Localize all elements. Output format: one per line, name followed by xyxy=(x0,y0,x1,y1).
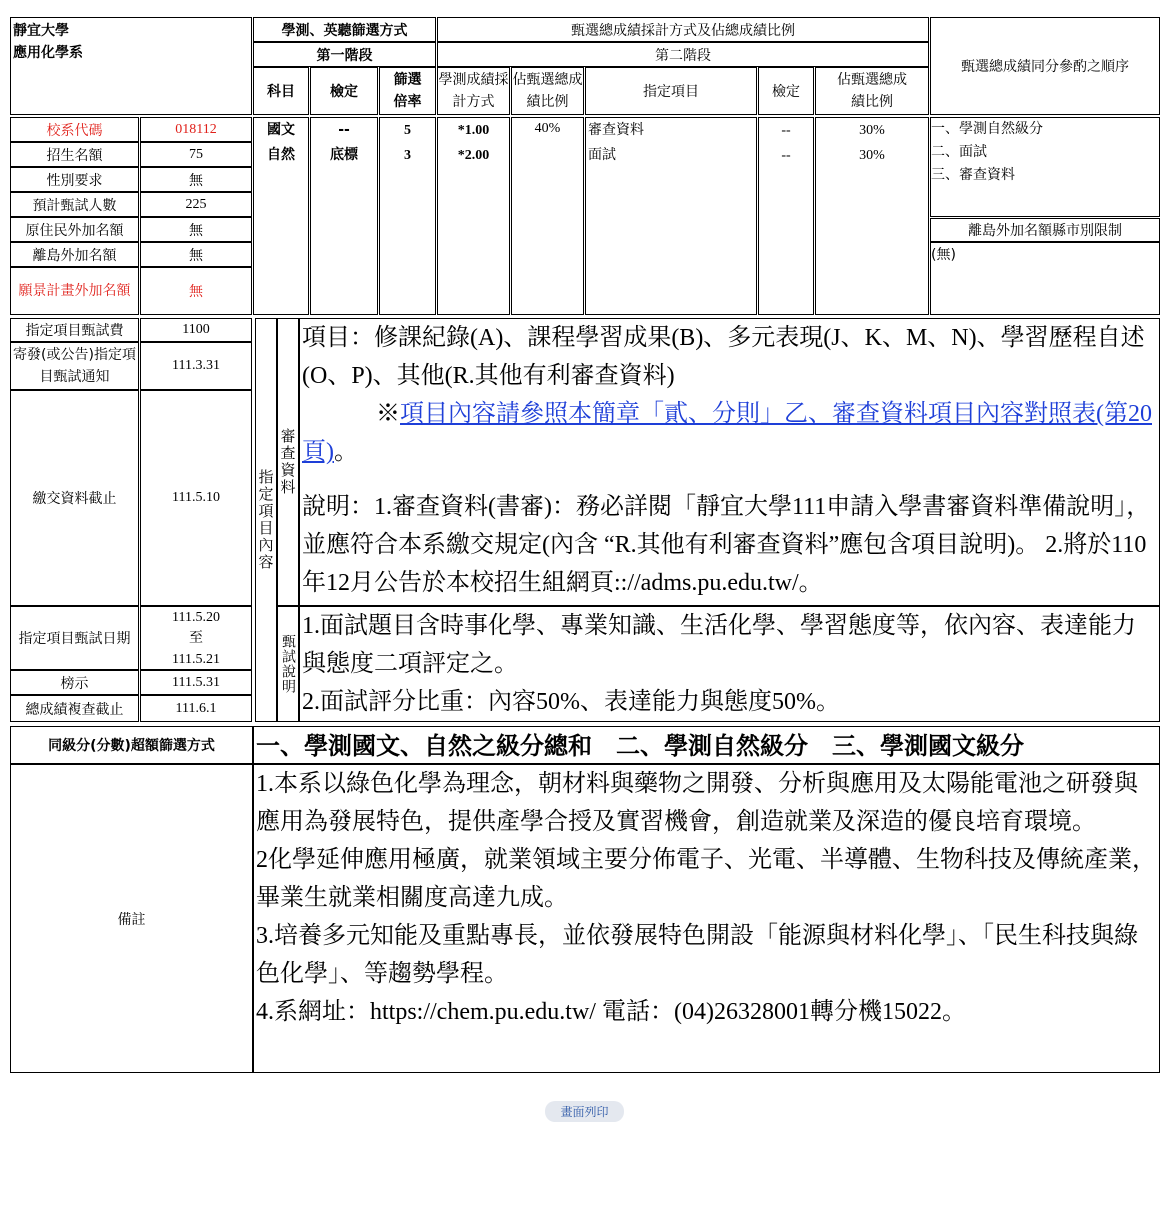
info-value-vision: 無 xyxy=(140,267,252,315)
info-value-indigenous: 無 xyxy=(140,217,252,242)
schedule-value-fee: 1100 xyxy=(140,318,252,342)
review-desc: 說明：1.審查資料(書審)：務必詳閱「靜宜大學111申請入學書審資料準備說明」，並應符合本系繳交規定(內含 “R.其他有利審查資料”應包含項目說明)。 2.將於110年12月公告於本校招生組網頁:://adms.pu.edu.tw/。 xyxy=(302,494,1151,596)
review-label-text: 審查資料 xyxy=(278,428,297,496)
col-multiplier: 篩選倍率 xyxy=(379,67,436,115)
remarks-content xyxy=(253,764,1160,1073)
university-name: 靜宜大學 xyxy=(13,23,69,39)
stage2-title: 第二階段 xyxy=(437,42,929,67)
review-items: 項目：修課紀錄(A)、課程學習成果(B)、多元表現(J、K、M、N)、學習歷程自述(O、P)、其他(R.其他有利審查資料) xyxy=(302,325,1145,389)
info-label-code: 校系代碼 xyxy=(10,117,139,142)
col-check: 檢定 xyxy=(310,67,378,115)
review-note-mark: ※ xyxy=(376,401,400,427)
info-label-indigenous: 原住民外加名額 xyxy=(10,217,139,242)
schedule-label-exam-date: 指定項目甄試日期 xyxy=(10,606,139,670)
exam-date-end: 111.5.21 xyxy=(172,652,220,667)
multiplier-1: 5 xyxy=(404,123,411,138)
ratio2-2: 30% xyxy=(859,148,885,163)
exam-date-start: 111.5.20 xyxy=(172,610,220,625)
tiebreak-list xyxy=(930,117,1160,217)
info-value-gender: 無 xyxy=(140,167,252,192)
overall-title: 甄選總成績採計方式及佔總成績比例 xyxy=(437,17,929,42)
col-ratio2: 佔甄選總成績比例 xyxy=(815,67,929,115)
info-label-quota: 招生名額 xyxy=(10,142,139,167)
remark-2: 2化學延伸應用極廣，就業領域主要分佈電子、光電、半導體、生物科技及傳統產業，畢業生就業相關度高達九成。 xyxy=(256,847,1156,911)
ratio2-1: 30% xyxy=(859,123,885,138)
schedule-label-review: 總成績複查截止 xyxy=(10,695,139,722)
test-ratio-column xyxy=(511,117,584,315)
tie-screen-value: 一、學測國文、自然之級分總和 二、學測自然級分 三、學測國文級分 xyxy=(253,726,1160,764)
review-note-link[interactable]: 項目內容請參照本簡章「貳、分則」乙、審查資料項目內容對照表(第20頁) xyxy=(302,401,1152,465)
multiplier-2: 3 xyxy=(404,148,411,163)
island-limit-title: 離島外加名額縣市別限制 xyxy=(930,218,1160,242)
tie-screen-label: 同級分(分數)超額篩選方式 xyxy=(10,726,253,764)
review-note xyxy=(302,395,1157,471)
info-label-vision: 願景計畫外加名額 xyxy=(10,267,139,315)
interview-label-cell xyxy=(277,606,299,722)
island-limit-value: (無) xyxy=(930,242,1160,315)
specified-outer-label xyxy=(255,318,277,722)
check2-column xyxy=(758,117,814,315)
col-method: 學測成績採計方式 xyxy=(437,67,510,115)
check-column xyxy=(310,117,378,315)
subject-column xyxy=(253,117,309,315)
subject-1: 國文 xyxy=(267,122,295,138)
stage1-title: 第一階段 xyxy=(253,42,436,67)
interview-content xyxy=(299,606,1160,722)
department-name: 應用化學系 xyxy=(13,45,83,61)
col-ratio: 佔甄選總成績比例 xyxy=(511,67,584,115)
check2-2: -- xyxy=(781,148,791,163)
specified-outer-text: 指定項目內容 xyxy=(256,469,275,571)
tiebreak-1: 一、學測自然級分 xyxy=(931,121,1043,137)
test-ratio: 40% xyxy=(534,121,561,136)
item-2: 面試 xyxy=(588,147,616,163)
method-column xyxy=(437,117,510,315)
interview-label-text: 甄試說明 xyxy=(280,634,296,694)
info-value-quota: 75 xyxy=(140,142,252,167)
schedule-label-fee: 指定項目甄試費 xyxy=(10,318,139,342)
schedule-value-exam-date xyxy=(140,606,252,670)
interview-2: 2.面試評分比重：內容50%、表達能力與態度50%。 xyxy=(302,689,840,715)
tiebreak-3: 三、審查資料 xyxy=(931,167,1015,183)
ratio2-column xyxy=(815,117,929,315)
tiebreak-2: 二、面試 xyxy=(931,144,987,160)
col-check2: 檢定 xyxy=(758,67,814,115)
col-item: 指定項目 xyxy=(585,67,757,115)
school-header-cell xyxy=(10,17,252,115)
review-content xyxy=(299,318,1160,606)
schedule-label-deadline: 繳交資料截止 xyxy=(10,390,139,606)
subject-2: 自然 xyxy=(267,147,295,163)
info-label-expected: 預計甄試人數 xyxy=(10,192,139,217)
interview-1: 1.面試題目含時事化學、專業知識、生活化學、學習態度等，依內容、表達能力與態度二項評定之。 xyxy=(302,613,1136,677)
multiplier-column xyxy=(379,117,436,315)
schedule-value-review: 111.6.1 xyxy=(140,695,252,722)
schedule-label-results: 榜示 xyxy=(10,670,139,695)
tiebreak-title: 甄選總成績同分參酌之順序 xyxy=(930,17,1160,115)
col-subject: 科目 xyxy=(253,67,309,115)
check2-1: -- xyxy=(781,123,791,138)
method-2: *2.00 xyxy=(457,148,490,163)
info-value-island: 無 xyxy=(140,242,252,267)
review-label-cell xyxy=(277,318,299,606)
check-1: -- xyxy=(338,122,350,138)
review-note-end: 。 xyxy=(334,439,358,465)
check-2: 底標 xyxy=(330,147,358,163)
schedule-value-deadline: 111.5.10 xyxy=(140,390,252,606)
schedule-value-notice: 111.3.31 xyxy=(140,342,252,390)
screening-title: 學測、英聽篩選方式 xyxy=(253,17,436,42)
schedule-label-notice: 寄發(或公告)指定項目甄試通知 xyxy=(10,342,139,390)
item-1: 審查資料 xyxy=(588,122,644,138)
info-value-code: 018112 xyxy=(140,117,252,142)
remark-3: 3.培養多元知能及重點專長，並依發展特色開設「能源與材料化學」、「民生科技與綠色化學」、等趨勢學程。 xyxy=(256,923,1138,987)
info-label-island: 離島外加名額 xyxy=(10,242,139,267)
exam-date-to: 至 xyxy=(189,631,203,646)
remarks-label: 備註 xyxy=(10,764,253,1073)
remark-4: 4.系網址：https://chem.pu.edu.tw/ 電話：(04)26328001轉分機15022。 xyxy=(256,999,966,1025)
remark-1: 1.本系以綠色化學為理念，朝材料與藥物之開發、分析與應用及太陽能電池之研發與應用為發展特色，提供產學合授及實習機會，創造就業及深造的優良培育環境。 xyxy=(256,771,1138,835)
print-button[interactable]: 畫面列印 xyxy=(545,1101,624,1122)
info-label-gender: 性別要求 xyxy=(10,167,139,192)
method-1: *1.00 xyxy=(457,123,490,138)
schedule-value-results: 111.5.31 xyxy=(140,670,252,695)
info-value-expected: 225 xyxy=(140,192,252,217)
item-column xyxy=(585,117,757,315)
